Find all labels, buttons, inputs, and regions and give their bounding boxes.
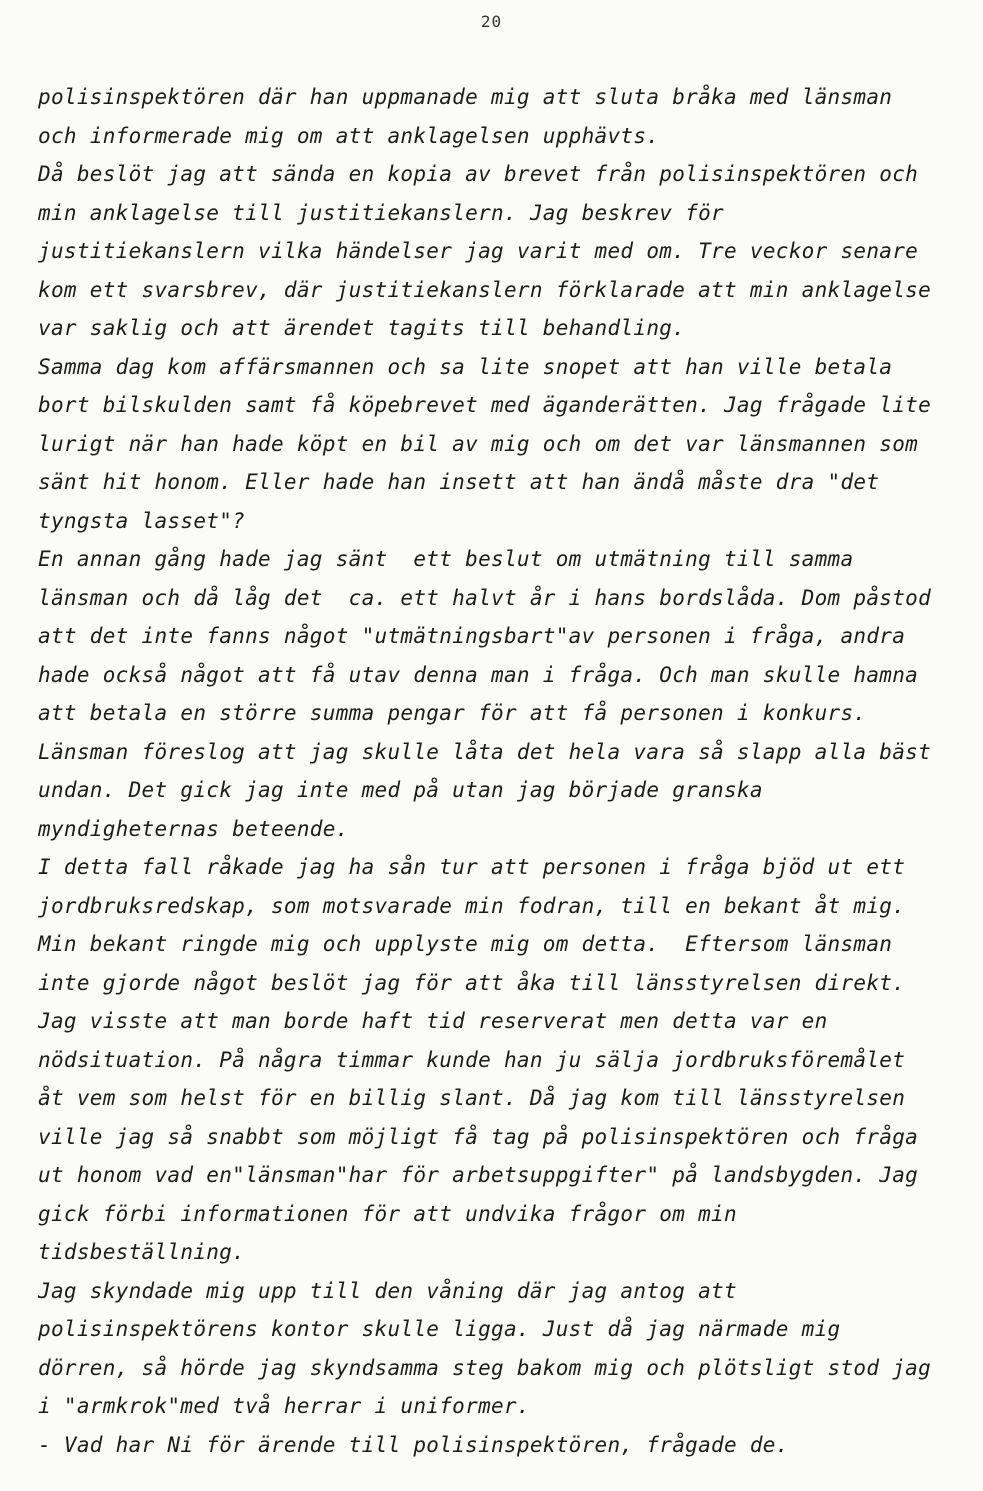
text-line: att betala en större summa pengar för att få personen i konkurs. (38, 701, 867, 725)
text-line: och informerade mig om att anklagelsen upphävts. (38, 123, 660, 148)
text-line: Jag skyndade mig upp till den våning där jag antog att (38, 1278, 737, 1303)
text-line: att det inte fanns något "utmätningsbart"av personen i fråga, andra (38, 624, 906, 648)
text-line: sänt hit honom. Eller hade han insett att han ändå måste dra "det (38, 470, 880, 494)
text-line: tyngsta lasset"? (38, 508, 246, 533)
text-line: justitiekanslern vilka händelser jag varit med om. Tre veckor senare (38, 239, 919, 263)
text-line: hade också något att få utav denna man i fråga. Och man skulle hamna (38, 662, 919, 687)
text-line: - Vad har Ni för ärende till polisinspektören, frågade de. (38, 1432, 789, 1457)
text-line: undan. Det gick jag inte med på utan jag började granska (38, 778, 763, 802)
text-line: Samma dag kom affärsmannen och sa lite snopet att han ville betala (38, 354, 893, 379)
text-line: dörren, så hörde jag skyndsamma steg bakom mig och plötsligt stod jag (38, 1355, 932, 1380)
text-line: lurigt när han hade köpt en bil av mig och om det var länsmannen som (38, 431, 919, 456)
text-line: åt vem som helst för en billig slant. Då jag kom till länsstyrelsen (38, 1086, 906, 1110)
text-line: var saklig och att ärendet tagits till behandling. (38, 316, 686, 340)
text-line: länsman och då låg det ca. ett halvt år i hans bordslåda. Dom påstod (38, 585, 932, 610)
text-line: inte gjorde något beslöt jag för att åka till länsstyrelsen direkt. (38, 970, 906, 995)
text-line: bort bilskulden samt få köpebrevet med äganderätten. Jag frågade lite (38, 393, 932, 417)
text-line: En annan gång hade jag sänt ett beslut om utmätning till samma (38, 547, 854, 571)
text-line: myndigheternas beteende. (38, 816, 349, 841)
text-line: i "armkrok"med två herrar i uniformer. (38, 1394, 530, 1418)
text-line: Jag visste att man borde haft tid reserverat men detta var en (38, 1009, 828, 1033)
page-number: 20 (480, 12, 503, 31)
body-text (38, 78, 968, 1464)
text-line: min anklagelse till justitiekanslern. Jag beskrev för (38, 200, 724, 225)
text-line: polisinspektören där han uppmanade mig att sluta bråka med länsman (38, 85, 893, 109)
text-line: Länsman föreslog att jag skulle låta det hela vara så slapp alla bäst (38, 739, 932, 764)
text-line: gick förbi informationen för att undvika frågor om min (38, 1201, 737, 1226)
text-line: jordbruksredskap, som motsvarade min fodran, till en bekant åt mig. (38, 893, 906, 918)
text-line: kom ett svarsbrev, där justitiekanslern förklarade att min anklagelse (38, 277, 932, 302)
text-line: polisinspektörens kontor skulle ligga. Just då jag närmade mig (38, 1317, 841, 1341)
text-line: ut honom vad en"länsman"har för arbetsuppgifter" på landsbygden. Jag (38, 1163, 919, 1187)
text-line: Min bekant ringde mig och upplyste mig om detta. Eftersom länsman (38, 932, 893, 956)
text-line: I detta fall råkade jag ha sån tur att personen i fråga bjöd ut ett (38, 855, 906, 879)
text-line: tidsbeställning. (38, 1240, 246, 1264)
text-line: Då beslöt jag att sända en kopia av brevet från polisinspektören och (38, 162, 919, 186)
text-line: nödsituation. På några timmar kunde han ju sälja jordbruksföremålet (38, 1047, 906, 1072)
text-line: ville jag så snabbt som möjligt få tag på polisinspektören och fråga (38, 1124, 919, 1149)
